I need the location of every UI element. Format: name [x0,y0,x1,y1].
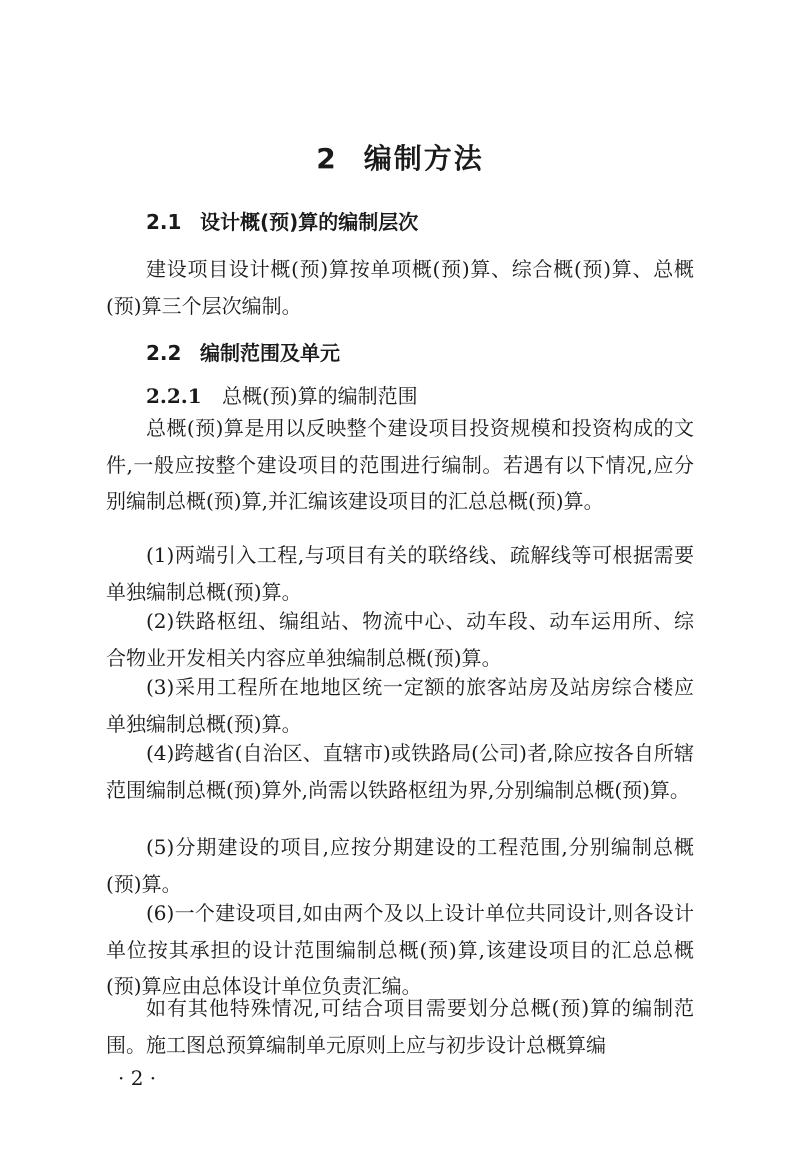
page-number: · 2 · [118,1066,157,1090]
paragraph: 建设项目设计概(预)算按单项概(预)算、综合概(预)算、总概(预)算三个层次编制。 [106,257,694,318]
section-title: 编制范围及单元 [200,341,340,365]
section-heading-2-1 [146,206,418,235]
subsection-number: 2.2.1 [146,384,202,408]
section-number: 2.2 [146,341,182,365]
paragraph: 总概(预)算是用以反映整个建设项目投资规模和投资构成的文件,一般应按整个建设项目的范围进行编制。若遇有以下情况,应分别编制总概(预)算,并汇编该建设项目的汇总总概(预)算。 [106,416,694,513]
chapter-title [0,137,800,177]
paragraph: 如有其他特殊情况,可结合项目需要划分总概(预)算的编制范围。施工图总预算编制单元原则上应与初步设计总概算编 [106,996,694,1057]
chapter-title-text: 编制方法 [363,142,484,175]
section-title: 设计概(预)算的编制层次 [200,210,419,234]
list-item: (4)跨越省(自治区、直辖市)或铁路局(公司)者,除应按各自所辖范围编制总概(预)算外,尚需以铁路枢纽为界,分别编制总概(预)算。 [106,741,694,802]
subsection-heading-2-2-1 [146,380,418,409]
section-heading-2-2 [146,337,340,366]
chapter-number: 2 [316,142,338,175]
list-item: (1)两端引入工程,与项目有关的联络线、疏解线等可根据需要单独编制总概(预)算。 [106,543,694,604]
list-item: (2)铁路枢纽、编组站、物流中心、动车段、动车运用所、综合物业开发相关内容应单独编制总概(预)算。 [106,609,694,670]
list-item: (3)采用工程所在地地区统一定额的旅客站房及站房综合楼应单独编制总概(预)算。 [106,675,694,736]
section-number: 2.1 [146,210,182,234]
list-item: (5)分期建设的项目,应按分期建设的工程范围,分别编制总概(预)算。 [106,835,694,896]
subsection-title: 总概(预)算的编制范围 [222,384,418,408]
list-item: (6)一个建设项目,如由两个及以上设计单位共同设计,则各设计单位按其承担的设计范围编制总概(预)算,该建设项目的汇总总概(预)算应由总体设计单位负责汇编。 [106,901,694,998]
